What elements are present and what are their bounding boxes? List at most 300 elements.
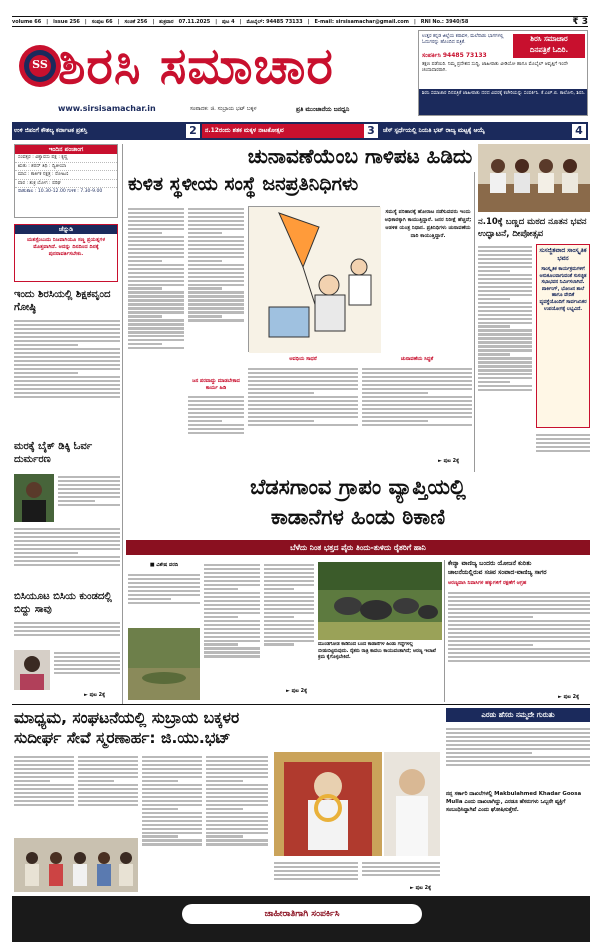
right-highlight-box	[536, 244, 590, 428]
text-line	[58, 496, 120, 498]
text-line	[478, 262, 532, 264]
panchang-row: ವಾರ : ಶುಕ್ರ ಯೋಗ : ಪರಿಘ	[15, 180, 117, 189]
panchang-row: ಋತು : ಶರದ್ ತಿಥಿ : ದ್ವಿತೀಯಾ	[15, 163, 117, 172]
text-line	[264, 584, 314, 586]
portrait-photo-icon	[14, 650, 50, 690]
text-line	[264, 632, 314, 634]
story2-body	[58, 474, 120, 524]
text-line	[14, 792, 74, 794]
text-line	[478, 389, 532, 391]
text-line	[78, 780, 114, 782]
text-line	[264, 636, 314, 638]
text-line	[206, 768, 268, 770]
text-line	[536, 446, 590, 448]
elephant-col-2	[204, 562, 260, 702]
text-line	[78, 804, 138, 806]
text-line	[206, 843, 268, 845]
text-line	[448, 648, 590, 650]
text-line	[54, 660, 120, 662]
text-line	[54, 652, 120, 654]
text-line	[448, 628, 590, 630]
text-line	[188, 236, 244, 238]
bottom-col-6	[362, 860, 440, 884]
text-line	[128, 228, 184, 230]
text-line	[188, 284, 244, 286]
text-line	[204, 620, 260, 622]
quote-title: ಚೆನ್ನುಡಿ	[15, 225, 117, 234]
story3-body	[14, 620, 120, 648]
text-line	[478, 250, 532, 252]
story3-title[interactable]: ಬಿಸಿಯೂಟ ಬಿಸಿಯ ಕುಂಡದಲ್ಲಿ ಬಿದ್ದು ಸಾವು	[14, 591, 112, 615]
text-line	[448, 592, 590, 594]
elephant-col-3	[264, 562, 314, 684]
text-line	[188, 420, 222, 422]
text-line	[248, 396, 358, 398]
text-line	[264, 612, 314, 614]
text-line	[128, 319, 184, 321]
column-divider	[122, 144, 123, 704]
column-divider	[444, 560, 445, 702]
text-line	[478, 329, 532, 331]
text-line	[188, 220, 244, 222]
text-line	[536, 434, 590, 436]
text-line	[142, 784, 202, 786]
text-line	[248, 392, 314, 394]
text-line	[478, 345, 532, 347]
text-line	[448, 652, 590, 654]
text-line	[206, 839, 268, 841]
text-line	[536, 438, 590, 440]
event-photo	[478, 144, 590, 212]
text-line	[478, 286, 532, 288]
panchang-row: ರಾಹುಕಾಲ : 10.30-12.00 ಗುಳಿಕ : 7.30-9.00	[18, 189, 103, 195]
text-line	[14, 784, 74, 786]
text-line	[14, 804, 74, 806]
text-line	[248, 372, 358, 374]
text-line	[188, 400, 244, 402]
text-line	[128, 590, 200, 592]
text-line	[128, 339, 184, 341]
text-line	[362, 870, 440, 872]
text-line	[264, 640, 314, 642]
text-line	[14, 564, 120, 566]
text-line	[142, 792, 202, 794]
text-line	[128, 291, 184, 293]
lead-subhead-2: ಅವಧಿಯ ಸಾಧನೆ	[289, 356, 317, 362]
story2-photo	[14, 474, 54, 522]
text-line	[14, 772, 74, 774]
text-line	[142, 796, 202, 798]
text-line	[446, 736, 590, 738]
text-line	[264, 643, 294, 645]
text-line	[204, 651, 260, 653]
text-line	[58, 500, 95, 502]
text-line	[204, 640, 260, 642]
lead-continued[interactable]: ► ಪುಟ 2ಕ್ಕೆ	[438, 458, 460, 464]
text-line	[142, 800, 202, 802]
text-line	[206, 756, 268, 758]
text-line	[446, 732, 590, 734]
text-line	[248, 380, 358, 382]
text-line	[204, 588, 238, 590]
text-line	[446, 744, 590, 746]
text-line	[14, 364, 120, 366]
text-line	[478, 325, 510, 327]
text-line	[204, 608, 260, 610]
text-line	[128, 268, 184, 270]
text-line	[204, 616, 238, 618]
text-line	[142, 804, 202, 806]
text-line	[446, 760, 590, 762]
text-line	[188, 303, 244, 305]
text-line	[14, 756, 74, 758]
strip-text-2: ನ.12ರಂದು ಶತಕ ಮಕ್ಕಳ ನಾಟಕೋತ್ಸವ	[205, 127, 284, 134]
bottom-col-5	[274, 860, 358, 892]
text-line	[14, 528, 120, 530]
text-line	[14, 536, 120, 538]
text-line	[446, 748, 590, 750]
elephant-photo	[318, 562, 442, 640]
bottom-col-2	[78, 754, 138, 834]
text-line	[478, 377, 532, 379]
text-line	[54, 664, 120, 666]
text-line	[188, 280, 244, 282]
text-line	[78, 764, 138, 766]
bottom-portrait-photo	[274, 752, 382, 856]
text-line	[206, 812, 268, 814]
text-line	[206, 788, 268, 790]
text-line	[362, 384, 472, 386]
cartoon-caption: ಸಮಸ್ಯೆ ಪರಿಹಾರಕ್ಕೆ ಹೋರಾಟ ನಡೆಸುವವರು ಇಂದು ಅಧಿಕಾರಕ್ಕಾಗಿ ಕಾಯುತ್ತಿದ್ದಾರೆ. ಜನರ ನಿರೀಕ್ಷೆ ಹೆಚ್ಚಿದೆ; ಆಡಳಿತ ಯಂತ್ರ ನಿಧಾನ. ಪ್ರತಿನಿಧಿಗಳು ಚುನಾವಣೆಯ ದಾರಿ ಕಾಯುತ್ತಿದ್ದಾರೆ.	[384, 209, 472, 239]
text-line	[188, 264, 244, 266]
text-line	[478, 369, 532, 371]
text-line	[204, 580, 260, 582]
story1-title[interactable]: ಇಂದು ಶಿರಸಿಯಲ್ಲಿ ಶಿಕ್ಷಕವೃಂದ ಗೋಷ್ಠಿ	[14, 289, 111, 313]
text-line	[142, 788, 202, 790]
text-line	[14, 556, 120, 558]
text-line	[188, 232, 222, 234]
text-line	[264, 572, 314, 574]
text-line	[362, 404, 472, 406]
text-line	[128, 216, 184, 218]
text-line	[264, 608, 314, 610]
text-line	[204, 568, 260, 570]
text-line	[188, 276, 244, 278]
text-line	[188, 311, 244, 313]
text-line	[188, 287, 222, 289]
text-line	[478, 357, 532, 359]
lead-col-3	[248, 366, 358, 458]
text-line	[188, 244, 244, 246]
text-line	[478, 322, 532, 324]
text-line	[128, 280, 184, 282]
text-line	[128, 323, 184, 325]
text-line	[142, 828, 202, 830]
masthead-logo	[18, 44, 62, 88]
section-divider	[12, 704, 590, 705]
text-line	[128, 582, 200, 584]
text-line	[188, 224, 244, 226]
text-line	[14, 332, 120, 334]
text-line	[248, 388, 358, 390]
text-line	[478, 306, 532, 308]
text-line	[128, 212, 184, 214]
text-line	[188, 252, 244, 254]
text-line	[14, 544, 120, 546]
text-line	[248, 408, 358, 410]
field-photo	[128, 628, 200, 700]
text-line	[206, 800, 268, 802]
text-line	[206, 824, 268, 826]
bottom-col-1	[14, 754, 74, 834]
text-line	[142, 824, 202, 826]
text-line	[14, 788, 74, 790]
text-line	[206, 764, 268, 766]
text-line	[204, 628, 260, 630]
text-line	[78, 796, 138, 798]
ad-highlight-1: ಶಿರಸಿ ಸಮಾಚಾರ	[530, 35, 568, 43]
text-line	[362, 400, 472, 402]
text-line	[206, 804, 268, 806]
text-line	[188, 307, 244, 309]
text-line	[128, 327, 184, 329]
text-line	[14, 348, 120, 350]
text-line	[14, 328, 120, 330]
text-line	[362, 388, 472, 390]
text-line	[362, 408, 472, 410]
quote-text: ಯಶಸ್ಸೆಂಬುದು ನಿಜವಾಗಿಯೂ ಸಣ್ಣ ಪ್ರಯತ್ನಗಳ ಮೊತ್ತವಾಗಿದೆ. ಅದನ್ನು ದಿನದಿಂದ ದಿನಕ್ಕೆ ಪುನರಾವರ್ತಿಸಬೇಕು.	[26, 237, 106, 257]
lead-headline-2[interactable]: ಕುಳಿತ ಸ್ಥಳೀಯ ಸಂಸ್ಥೆ ಜನಪ್ರತಿನಿಧಿಗಳು	[128, 173, 359, 195]
text-line	[142, 812, 202, 814]
text-line	[248, 384, 358, 386]
text-line	[78, 760, 138, 762]
lead-cartoon	[248, 206, 380, 352]
text-line	[478, 349, 532, 351]
cartoon-illustration	[249, 207, 381, 353]
text-line	[142, 756, 202, 758]
text-line	[448, 640, 590, 642]
text-line	[446, 756, 590, 758]
text-line	[478, 361, 532, 363]
text-line	[128, 272, 184, 274]
story1-body	[14, 318, 120, 434]
text-line	[188, 295, 244, 297]
story2-body-2	[14, 526, 120, 584]
right-col-b	[536, 432, 590, 466]
text-line	[188, 248, 244, 250]
text-line	[128, 240, 184, 242]
portrait-photo	[384, 752, 440, 856]
text-line	[128, 578, 200, 580]
right-story-title[interactable]: ನ.10ಕ್ಕೆ ಬಣ್ಣದ ಮಠದ ನೂತನ ಭವನ ಉದ್ಘಾಟನೆ, ದೀಪೋತ್ಸವ	[478, 217, 587, 239]
bottom-headline-2[interactable]: ಸುದೀರ್ಘ ಸೇವೆ ಸ್ಮರಣಾರ್ಹ: ಜಿ.ಯು.ಭಟ್	[14, 729, 231, 747]
elephant-continued[interactable]: ► ಪುಟ 2ಕ್ಕೆ	[286, 688, 308, 694]
text-line	[448, 632, 590, 634]
text-line	[128, 307, 184, 309]
price: ₹ 3	[572, 16, 588, 27]
story3-continued[interactable]: ► ಪುಟ 2ಕ್ಕೆ	[84, 692, 106, 698]
elephant-headline-1[interactable]: ಬೆಡಸಗಾಂವ ಗ್ರಾಪಂ ವ್ಯಾಪ್ತಿಯಲ್ಲಿ	[250, 475, 466, 499]
text-line	[448, 608, 590, 610]
lead-headline-1[interactable]: ಚುನಾವಣೆಯೆಂಬ ಗಾಳಿಪಟ ಹಿಡಿದು	[247, 144, 473, 168]
bottom-col-4	[206, 754, 268, 892]
text-line	[54, 668, 120, 670]
text-line	[128, 315, 162, 317]
text-line	[128, 248, 184, 250]
text-line	[142, 772, 202, 774]
strip-item-3[interactable]	[380, 124, 586, 138]
strip-item-1[interactable]	[14, 124, 200, 138]
text-line	[188, 315, 222, 317]
text-line	[128, 347, 184, 349]
text-line	[206, 835, 243, 837]
kenya-continued[interactable]: ► ಪುಟ 2ಕ್ಕೆ	[558, 694, 580, 700]
text-line	[478, 258, 532, 260]
text-line	[14, 532, 120, 534]
text-line	[14, 360, 120, 362]
footer-ad-text[interactable]: ಜಾಹೀರಾತಿಗಾಗಿ ಸಂಪರ್ಕಿಸಿ	[264, 909, 340, 919]
text-line	[264, 620, 314, 622]
lead-col-4	[362, 366, 472, 456]
text-line	[362, 372, 472, 374]
text-line	[264, 564, 314, 566]
strip-num-1: 2	[186, 124, 200, 138]
masthead-title: ಶಿರಸಿ ಸಮಾಚಾರ	[58, 37, 334, 95]
text-line	[248, 368, 358, 370]
sanchike: ಸಂಚಿಕೆ 256	[124, 18, 148, 25]
text-line	[188, 432, 244, 434]
text-line	[274, 870, 358, 872]
story2-title[interactable]: ಮರಕ್ಕೆ ಬೈಕ್ ಡಿಕ್ಕಿ ಓರ್ವ ದುರ್ಮರಣ	[14, 441, 92, 465]
text-line	[362, 874, 440, 876]
text-line	[142, 843, 202, 845]
text-line	[14, 634, 120, 636]
email[interactable]: E-mail: sirsisamachar@gmail.com	[314, 18, 409, 25]
lead-subhead-1: ಜನ ಪರವಾದ್ದು ಮಾಡಬೇಕಾದ ಕಾರ್ಯ ಹಿಡಿ	[192, 378, 240, 391]
lead-col-2	[188, 206, 244, 376]
text-line	[448, 644, 533, 646]
footer-ad-band	[12, 896, 590, 942]
editor-line: ಸಂಪಾದಕ: ಜಿ. ಸುಬ್ರಾಯ ಭಟ್ ಬಕ್ಕಳ	[190, 106, 257, 112]
text-line	[78, 772, 138, 774]
text-line	[448, 624, 590, 626]
text-line	[446, 728, 590, 730]
text-line	[206, 832, 268, 834]
text-line	[14, 630, 120, 632]
text-line	[142, 816, 202, 818]
elephant-small-photo	[128, 628, 200, 700]
text-line	[204, 624, 260, 626]
text-line	[206, 784, 268, 786]
text-line	[204, 584, 260, 586]
text-line	[128, 276, 184, 278]
text-line	[14, 768, 74, 770]
text-line	[248, 412, 358, 414]
text-line	[206, 820, 268, 822]
box-text: ಸಾಂಸ್ಕೃತಿಕ ಕಾರ್ಯಕ್ರಮಗಳಿಗೆ ಅನುಕೂಲವಾಗುವಂತೆ ಸುಸಜ್ಜಿತ ಸಭಾಭವನ ನಿರ್ಮಿಸಲಾಗಿದೆ. ಪಾರ್ಕಿಂಗ್, ಭೋಜನ ಶಾಲೆ ಹಾಗೂ ವೇದಿಕೆ ವ್ಯವಸ್ಥೆಯೊಂದಿಗೆ ಸಾರ್ವಜನಿಕರ ಉಪಯೋಗಕ್ಕೆ ಲಭ್ಯವಿದೆ.	[539, 267, 587, 312]
text-line	[142, 768, 202, 770]
bottom-col-3	[142, 754, 202, 892]
text-line	[128, 602, 200, 604]
website[interactable]: www.sirsisamachar.in	[58, 104, 156, 113]
text-line	[448, 596, 590, 598]
text-line	[204, 576, 260, 578]
text-line	[14, 540, 120, 542]
text-line	[188, 299, 244, 301]
text-line	[206, 772, 268, 774]
right-col-a	[478, 244, 532, 460]
text-line	[14, 344, 78, 346]
text-line	[14, 622, 120, 624]
text-line	[78, 800, 138, 802]
text-line	[14, 780, 50, 782]
bottom-group-photo	[14, 838, 138, 892]
text-line	[448, 660, 590, 662]
bottom-continued[interactable]: ► ಪುಟ 2ಕ್ಕೆ	[410, 885, 432, 891]
text-line	[128, 331, 184, 333]
text-line	[128, 260, 162, 262]
text-line	[78, 768, 138, 770]
text-line	[204, 572, 260, 574]
text-line	[478, 274, 532, 276]
text-line	[478, 373, 532, 375]
kenya-body	[448, 590, 590, 698]
text-line	[78, 784, 138, 786]
kenya-title-1[interactable]: ಕೇನ್ಯಾ ವಾಣಿಜ್ಯ ಬಂದರು ಯೋಜನೆ ಕುರಿತು	[448, 560, 532, 567]
kenya-title-2[interactable]: ಚಾಲನೆಯಲ್ಲಿರುವ ಸಚಿವ ಸಂವಾದ-ವಾಣಿಜ್ಯ ಸಾಗರ	[448, 569, 547, 576]
text-line	[478, 270, 510, 272]
elephant-headline-2[interactable]: ಕಾಡಾನೆಗಳ ಹಿಂಡು ಠಿಕಾಣಿ	[270, 505, 446, 529]
bottom-headline-1[interactable]: ಮಾಧ್ಯಮ, ಸಂಘಟನೆಯಲ್ಲಿ ಸುಬ್ರಾಯ ಬಕ್ಕಳರ	[14, 709, 240, 727]
text-line	[478, 353, 510, 355]
text-line	[188, 424, 244, 426]
text-line	[204, 643, 238, 645]
text-line	[204, 604, 260, 606]
box-title: ಸುಸಜ್ಜಿತವಾದ ಸಾಂಸ್ಕೃತಿಕ ಭವನ	[539, 247, 587, 262]
lead-subhead-3: ಚುನಾವಣೆಯ ಸಿದ್ಧತೆ	[400, 356, 434, 362]
text-line	[362, 862, 440, 864]
text-line	[14, 324, 120, 326]
text-line	[142, 835, 178, 837]
text-line	[206, 760, 268, 762]
text-line	[478, 314, 532, 316]
text-line	[142, 780, 178, 782]
text-line	[58, 484, 120, 486]
text-line	[14, 552, 78, 554]
text-line	[248, 400, 358, 402]
text-line	[128, 335, 184, 337]
text-line	[14, 352, 120, 354]
text-line	[204, 564, 260, 566]
text-line	[206, 828, 268, 830]
text-line	[128, 220, 184, 222]
text-line	[78, 788, 138, 790]
bottom-right-title[interactable]: ಎರಡು ಹೆಸರು ನಮ್ಮದೇ ಗುರುತು	[446, 708, 590, 722]
text-line	[204, 647, 260, 649]
text-line	[362, 368, 472, 370]
text-line	[14, 776, 74, 778]
text-line	[142, 808, 178, 810]
text-line	[188, 256, 244, 258]
strip-item-2[interactable]	[202, 124, 378, 138]
text-line	[478, 246, 532, 248]
text-line	[188, 240, 244, 242]
issue: issue 256	[53, 18, 80, 25]
text-line	[248, 376, 358, 378]
text-line	[362, 392, 428, 394]
text-line	[448, 656, 590, 658]
text-line	[14, 548, 120, 550]
